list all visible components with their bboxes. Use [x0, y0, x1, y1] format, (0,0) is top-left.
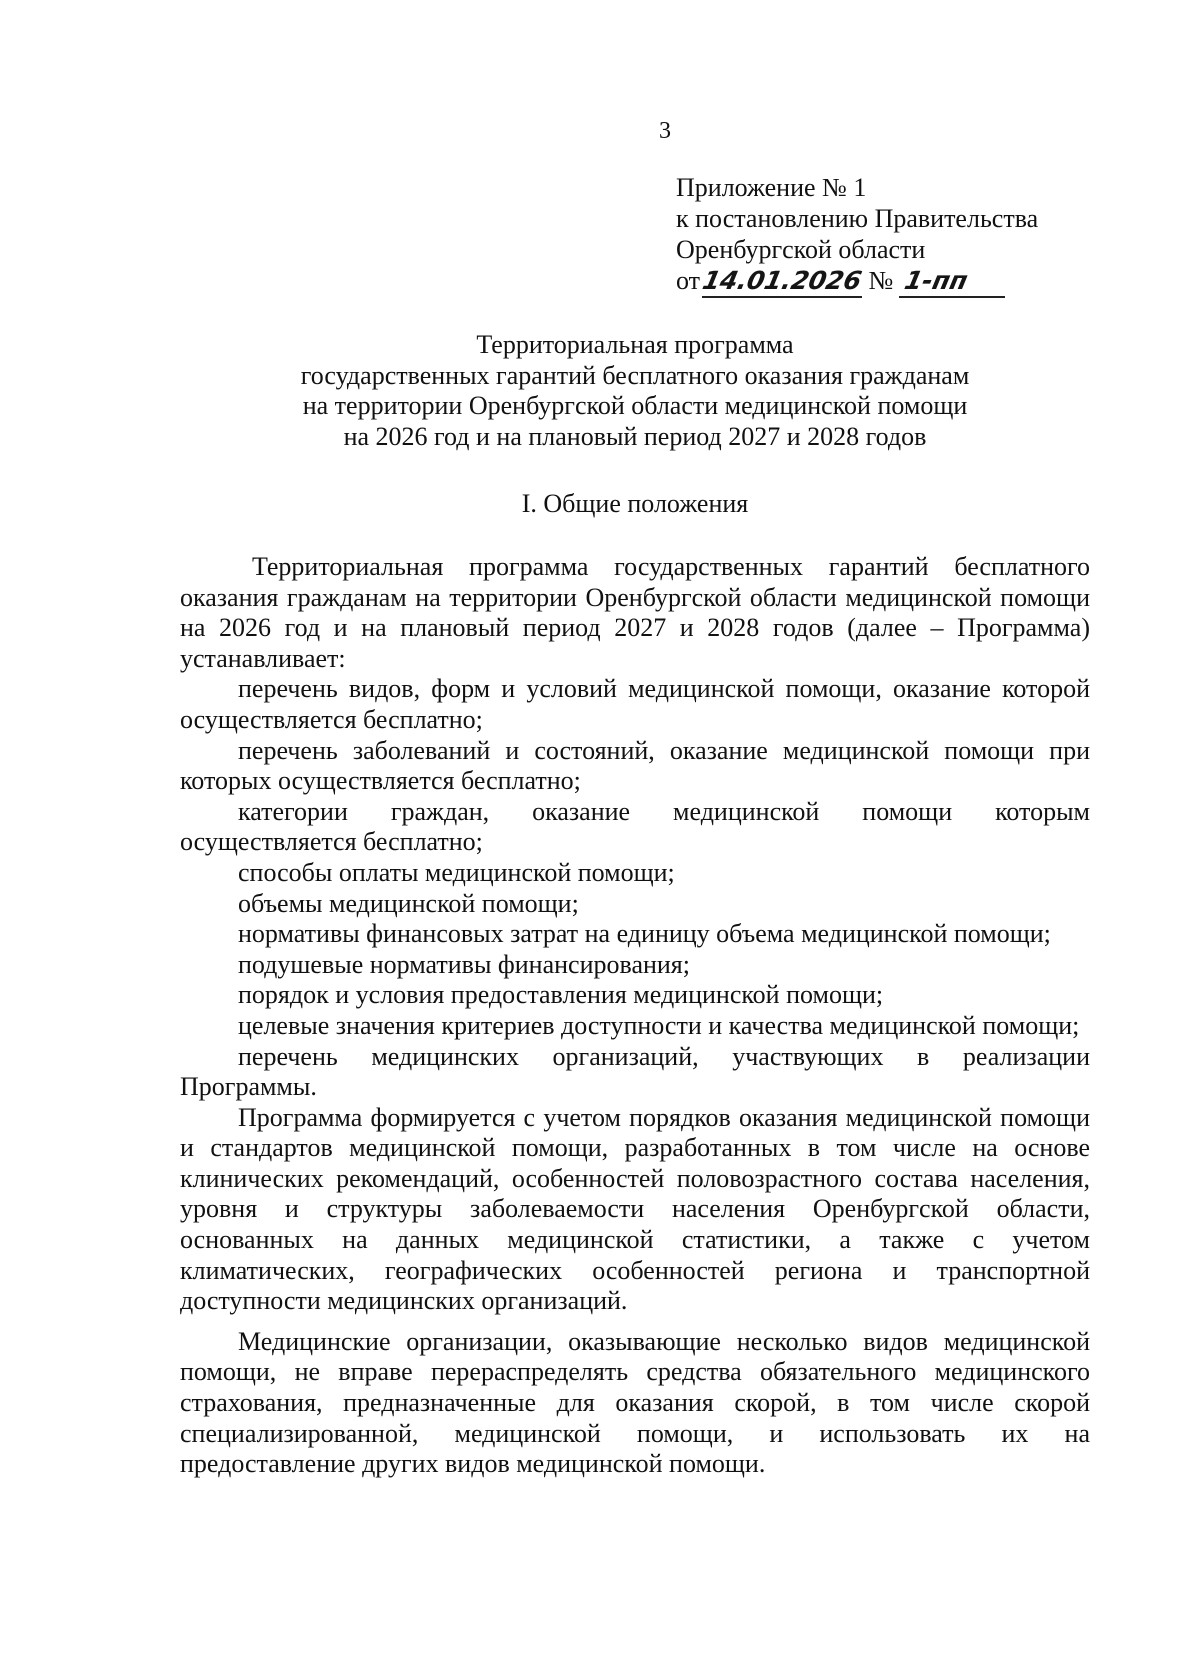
annex-header — [676, 172, 1038, 298]
list-item: перечень медицинских организаций, участвующих в реализации Программы. — [180, 1041, 1090, 1102]
paragraph-organizations: Медицинские организации, оказывающие несколько видов медицинской помощи, не вправе перераспределять средства обязательного медицинского страхования, предназначенные для оказания скорой, в том числе скорой специализированной, медицинской помощи, и использовать их на предоставление других видов медицинской помощи. — [180, 1326, 1090, 1479]
handwritten-date: 14.01.2026 — [699, 266, 865, 295]
section-heading: I. Общие положения — [521, 489, 749, 518]
from-label: от — [676, 266, 701, 295]
annex-line-3: Оренбургской области — [676, 235, 926, 264]
list-item: способы оплаты медицинской помощи; — [238, 857, 675, 887]
title-line-3: на территории Оренбургской области медицинской помощи — [302, 391, 968, 420]
list-item: порядок и условия предоставления медицинской помощи; — [238, 980, 884, 1010]
list-item: нормативы финансовых затрат на единицу объема медицинской помощи; — [238, 919, 1051, 949]
annex-line-2: к постановлению Правительства — [676, 204, 1039, 233]
paragraph-formation: Программа формируется с учетом порядков оказания медицинской помощи и стандартов медицинской помощи, разработанных в том числе на основе клинических рекомендаций, особенностей половозрастного состава населения, уровня и структуры заболеваемости населения Оренбургской области, основанных на данных медицинской статистики, а также с учетом климатических, географических особенностей региона и транспортной доступности медицинских организаций. — [180, 1102, 1090, 1316]
body-text — [180, 552, 1090, 1480]
paragraph-intro: Территориальная программа государственных гарантий бесплатного оказания гражданам на территории Оренбургской области медицинской помощи на 2026 год и на плановый период 2027 и 2028 годов (далее – Программа) устанавливает: — [180, 552, 1090, 673]
title-line-1: Территориальная программа — [476, 330, 794, 359]
document-title — [0, 330, 1200, 452]
list-item: объемы медицинской помощи; — [238, 888, 579, 918]
list-item: перечень видов, форм и условий медицинской помощи, оказание которой осуществляется бесплатно; — [180, 674, 1090, 734]
annex-date-number-line — [676, 265, 1038, 298]
list-item: категории граждан, оказание медицинской помощи которым осуществляется бесплатно; — [180, 796, 1090, 857]
number-label: № — [868, 266, 894, 295]
list-item: перечень заболеваний и состояний, оказание медицинской помощи при которых осуществляется бесплатно; — [180, 735, 1090, 796]
list-item: целевые значения критериев доступности и качества медицинской помощи; — [238, 1010, 1080, 1040]
list-item: подушевые нормативы финансирования; — [238, 949, 690, 979]
handwritten-number: 1-пп — [902, 266, 971, 295]
title-line-4: на 2026 год и на плановый период 2027 и 2028 годов — [343, 421, 927, 451]
annex-line-1: Приложение № 1 — [676, 173, 867, 202]
title-line-2: государственных гарантий бесплатного оказания гражданам — [300, 360, 970, 390]
page-number: 3 — [659, 118, 671, 144]
